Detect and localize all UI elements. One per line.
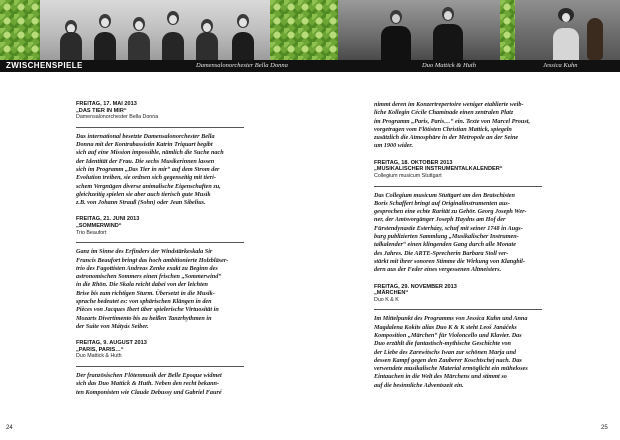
event-title: „MUSIKALISCHER INSTRUMENTALKALENDER“ [374,166,503,173]
musician-figure [92,10,118,60]
event-performer: Duo Mattick & Huth [76,353,122,360]
divider [374,309,542,310]
event-performer: Trio Beaufort [76,229,107,236]
musician-figure [58,14,84,60]
event-performer: Duo K & K [374,296,399,303]
musician-figure [549,4,583,60]
green-pattern-strip [500,0,515,60]
event-title: „MÄRCHEN“ [374,290,409,297]
event-description: Der französischen Flötenmusik der Belle Epoque widmet sich das Duo Mattick & Huth. Neben den recht bekann- ten Komponisten wie Claude Debussy und Gabriel Fauré [76,371,222,396]
event-description: Das international besetzte Damensalonorchester Bella Donna mit der Kontrabassistin Katrin Triquart begibt sich auf eine Mission impossible, nämlich die Suche nach der Identität der Frau. Die sechs Musikerinnen lassen sich im Programm „Das Tier in mir“ auf dem Strom der Evolution treiben, sie ordnen sich gegenseitig mit tieri- schem Vergnügen diverse animalische Eigenschaften zu, gleichzeitig spielen sie aber auch tierisch gute Musik z.B. von Johann Strauß (Sohn) oder Jean Sibelius. [76,132,224,207]
event-date: FREITAG, 21. JUNI 2013 [76,216,140,223]
right-page-column [374,101,542,399]
event-title: „DAS TIER IN MIR“ [76,107,127,114]
event-date: FREITAG, 17. MAI 2013 [76,101,137,107]
event-description: Ganz im Sinne des Erfinders der Windstärkeskala Sir Francis Beaufort bringt das hoch ambitionierte Holzbläser- trio des Fagottisten Andreas Zenke exakt zu Beginn des astronomischen Sommers einen frischen „Sommerwind“ in die Rhön. Die Skala reicht dabei von der leichten Brise bis zum richtigen Sturm. Übersetzt in die Musik- sprache bedeutet es: von sphärischen Klängen in den Pièces von Jacques Ibert über spielerische Virtuosität in Mozarts Divertimento bis zu heißen Tanzrhythmen in der Suite von Mátyás Seiber. [76,248,229,330]
musician-figure [126,12,152,60]
orchestra-photo [40,0,270,60]
musician-figure [378,6,414,60]
event-date: FREITAG, 9. AUGUST 2013 [76,340,147,347]
continued-description: nimmt deren im Konzertrepertoire weniger etablierte weib- liche Kollegin Cécile Chaminade einen zentralen Platz im Programm „Paris, Paris…“ ein. Texte von Marcel Proust, vorgetragen vom Flötisten Christian Mattick, spiegeln zusätzlich die Atmosphäre in der Metropole an der Seine um 1900 wider. [374,101,531,150]
musician-figure [160,8,186,60]
event-entry [76,340,244,397]
event-date: FREITAG, 29. NOVEMBER 2013 [374,283,457,290]
musician-figure [194,13,220,60]
event-entry [76,101,244,207]
event-entry [374,284,542,390]
event-entry [76,216,244,331]
photo-credit: Damensalonorchester Bella Donna [196,61,288,69]
duo-photo [338,0,500,60]
cellist-photo [515,0,620,60]
event-title: „SOMMERWIND“ [76,223,122,230]
event-date: FREITAG, 18. OKTOBER 2013 [374,159,453,166]
event-performer: Collegium musicum Stuttgart [374,172,442,179]
page-number: 24 [6,425,13,431]
musician-figure [230,10,256,60]
event-description: Das Collegium musicum Stuttgart um den Bratschisten Boris Schaffert bringt auf Originalinstrumenten aus- gesprochen eine echte Rarität zu Gehör. Georg Joseph Wer- ner, der Amtsvorgänger Joseph Haydns am Hof der Fürstendynastie Esterházy, schuf mit seiner 1748 in Augs- burg publizierten Sammlung „Musikalischer Instrumen- talkalender“ einen klingenden Gang durch alle Monate des Jahres. Die ARTE-Sprecherin Barbara Stoll ver- stärkt mit ihrer sonoren Stimme die Wirkung von Klangbil- dern aus der Feder eines vergessenen Altmeisters. [374,191,527,274]
event-description: Im Mittelpunkt des Programms von Jessica Kuhn und Anna Magdalena Kokits alias Duo K & K steht Leoš Janáčeks Komposition „Märchen“ für Violoncello und Klavier. Das Duo erzählt die fantastisch-mythische Geschichte von der Liebe des Zarewitschs Iwan zur schönen Marja und dessen Kampf gegen den Zauberer Koschtschej nach. Das verwendete musikalische Material ermöglicht ein müheloses Eintauchen in die Welt des Märchens und stimmt so auf die besinnliche Adventszeit ein. [374,315,528,389]
event-performer: Damensalonorchester Bella Donna [76,114,159,121]
divider [374,186,542,187]
page-number: 25 [601,425,608,431]
divider [76,242,244,243]
divider [76,127,244,128]
section-header-bar [0,60,620,72]
photo-credit: Duo Mattick & Huth [422,61,476,69]
event-title: „PARIS, PARIS…“ [76,346,124,353]
photo-credit: Jessica Kuhn [543,61,578,69]
left-page-column [76,101,244,406]
green-pattern-strip [270,0,338,60]
musician-figure [430,4,466,60]
cello-shape [587,18,603,60]
event-entry [374,160,542,275]
section-title: ZWISCHENSPIELE [6,61,83,70]
divider [76,366,244,367]
green-pattern-strip [0,0,40,60]
